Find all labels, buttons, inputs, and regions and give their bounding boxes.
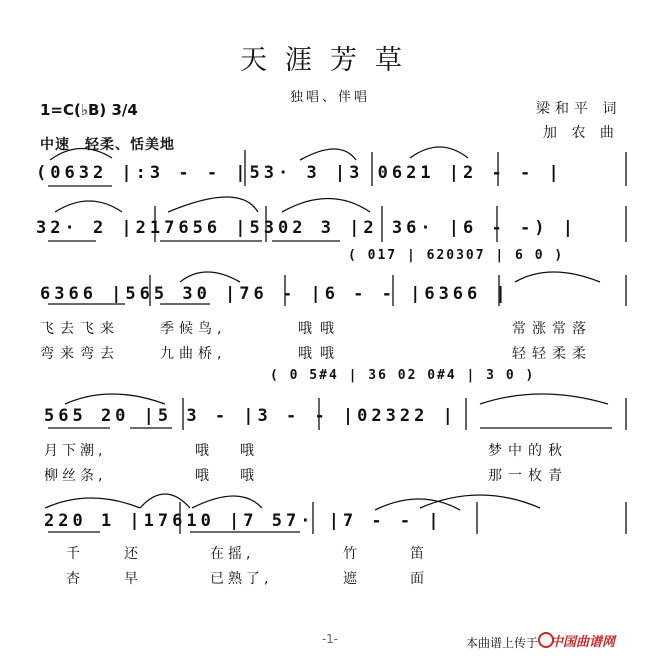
title: 天涯芳草: [240, 45, 420, 76]
notation-line-5: 220 1 |17610 |7 57· |7 - - |: [44, 511, 443, 531]
notation-line-1: (0632 |:3 - - |53· 3 |3 0621 |2 - - |: [36, 163, 563, 183]
lyric-line-5b-4: 遮: [343, 571, 358, 587]
lyric-line-3b-1: 弯来弯去: [40, 346, 120, 362]
lyric-line-5b-1: 杏: [66, 571, 81, 587]
lyric-line-5b-3: 已熟了,: [210, 571, 273, 587]
lyric-line-5a-5: 笛: [410, 546, 425, 562]
key-signature: 1=C(♭B) 3/4: [40, 101, 138, 119]
upload-note: 本曲谱上传于: [466, 636, 539, 650]
site-logo[interactable]: 中国曲谱网: [550, 635, 616, 650]
lyric-line-3a-2: 季候鸟,: [160, 321, 227, 337]
lyric-line-3b-4: 轻轻柔柔: [512, 346, 592, 362]
lyric-line-4b-3: 哦: [240, 468, 255, 484]
lyric-line-4a-4: 梦中的秋: [488, 443, 568, 459]
notation-line-2: 32· 2 |217656 |5302 3 |2 36· |6 - -) |: [36, 218, 577, 238]
subtitle: 独唱、伴唱: [289, 90, 370, 105]
lyric-line-3b-2: 九曲桥,: [160, 346, 227, 362]
lyric-line-5a-2: 还: [124, 546, 139, 562]
lyricist-credit: 梁和平 词: [536, 101, 622, 117]
lyric-line-4a-2: 哦: [195, 443, 210, 459]
composer-credit: 加 农 曲: [543, 125, 619, 141]
lyric-line-3a-3: 哦哦: [298, 321, 342, 337]
notation-line-3: 6366 |565 30 |76 - |6 - - |6366 |: [40, 284, 510, 304]
lyric-line-4a-1: 月下潮,: [44, 443, 107, 459]
lyric-line-4a-3: 哦: [240, 443, 255, 459]
lyric-line-5a-3: 在摇,: [210, 546, 255, 562]
lyric-line-3b-3: 哦哦: [298, 346, 342, 362]
tempo-marking: 中速 轻柔、恬美地: [40, 137, 175, 153]
lyric-line-5a-1: 千: [66, 546, 81, 562]
interlude-line-3: ( 0 5#4 | 36 02 0#4 | 3 0 ): [270, 368, 536, 383]
lyric-line-4b-4: 那一枚青: [488, 468, 568, 484]
lyric-line-5a-4: 竹: [343, 546, 358, 562]
lyric-line-5b-2: 早: [124, 571, 139, 587]
lyric-line-4b-1: 柳丝条,: [44, 468, 107, 484]
interlude-line-2: ( 017 | 620307 | 6 0 ): [348, 248, 565, 263]
page-number: -1-: [321, 632, 339, 646]
lyric-line-3a-1: 飞去飞来: [40, 321, 120, 337]
lyric-line-5b-5: 面: [410, 571, 425, 587]
lyric-line-3a-4: 常涨常落: [512, 321, 592, 337]
lyric-line-4b-2: 哦: [195, 468, 210, 484]
notation-line-4: 565 20 |5 3 - |3 - - |02322 |: [44, 406, 457, 426]
